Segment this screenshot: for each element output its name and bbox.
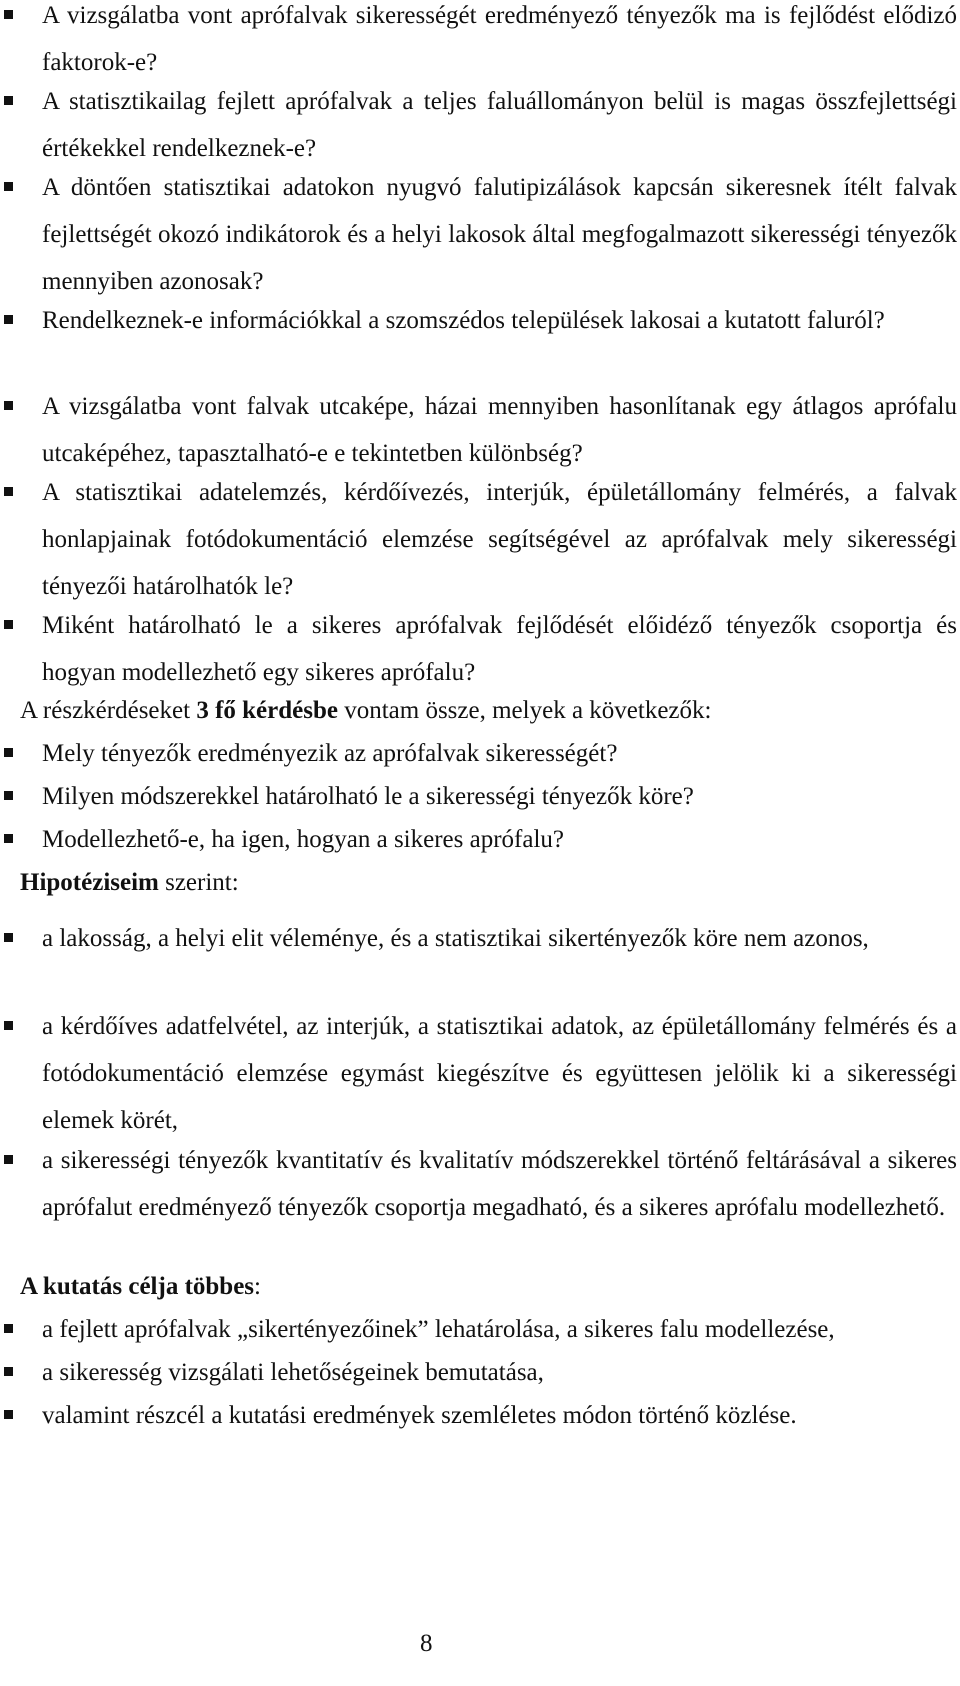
list-item: Mely tényezők eredményezik az aprófalvak sikerességét? bbox=[42, 730, 957, 777]
goals-heading bbox=[20, 1263, 261, 1310]
hypotheses-heading bbox=[20, 859, 239, 906]
bold-text: A kutatás célja többes bbox=[20, 1273, 255, 1300]
text: A részkérdéseket bbox=[20, 697, 197, 724]
list-item: Miként határolható le a sikeres aprófalvak fejlődését előidéző tényezők csoportja és hogyan modellezhető egy sikeres aprófalu? bbox=[42, 602, 957, 696]
list-item: Rendelkeznek-e információkkal a szomszédos települések lakosai a kutatott faluról? bbox=[42, 297, 957, 344]
intro-main-questions bbox=[20, 687, 711, 734]
list-item: Modellezhető-e, ha igen, hogyan a sikeres aprófalu? bbox=[42, 816, 957, 863]
list-item: a fejlett aprófalvak „sikertényezőinek” lehatárolása, a sikeres falu modellezése, bbox=[42, 1306, 957, 1353]
page-number: 8 bbox=[420, 1630, 433, 1657]
list-item: a sikerességi tényezők kvantitatív és kvalitatív módszerekkel történő feltárásával a sikeres aprófalut eredményező tényezők csoportja megadható, és a sikeres aprófalu modellezhető. bbox=[42, 1137, 957, 1231]
list-item: A vizsgálatba vont falvak utcaképe, házai mennyiben hasonlítanak egy átlagos aprófalu utcaképéhez, tapasztalható-e e tekintetben különbség? bbox=[42, 383, 957, 477]
list-item: valamint részcél a kutatási eredmények szemléletes módon történő közlése. bbox=[42, 1392, 957, 1439]
list-item: A statisztikailag fejlett aprófalvak a teljes faluállományon belül is magas összfejlettségi értékekkel rendelkeznek-e? bbox=[42, 78, 957, 172]
text: vontam össze, melyek a következők: bbox=[337, 697, 712, 724]
list-item: A statisztikai adatelemzés, kérdőívezés, interjúk, épületállomány felmérés, a falvak honlapjainak fotódokumentáció elemzése segítségével az aprófalvak mely sikerességi tényezői határolhatók le? bbox=[42, 469, 957, 610]
list-item: A vizsgálatba vont aprófalvak sikerességét eredményező tényezők ma is fejlődést elődizó faktorok-e? bbox=[42, 0, 957, 86]
text: : bbox=[254, 1273, 261, 1300]
list-item: a kérdőíves adatfelvétel, az interjúk, a statisztikai adatok, az épületállomány felmérés és a fotódokumentáció elemzése egymást kiegészítve és együttesen jelölik ki a sikerességi elemek körét, bbox=[42, 1003, 957, 1144]
bold-text: Hipotéziseim bbox=[20, 869, 159, 896]
list-item: Milyen módszerekkel határolható le a sikerességi tényezők köre? bbox=[42, 773, 957, 820]
bold-text: 3 fő kérdésbe bbox=[196, 697, 338, 724]
list-item: a sikeresség vizsgálati lehetőségeinek bemutatása, bbox=[42, 1349, 957, 1396]
list-item: a lakosság, a helyi elit véleménye, és a statisztikai sikertényezők köre nem azonos, bbox=[42, 915, 957, 962]
list-item: A döntően statisztikai adatokon nyugvó falutipizálások kapcsán sikeresnek ítélt falvak fejlettségét okozó indikátorok és a helyi lakosok által megfogalmazott sikerességi tényezők mennyiben azonosak? bbox=[42, 164, 957, 305]
text: szerint: bbox=[158, 869, 239, 896]
